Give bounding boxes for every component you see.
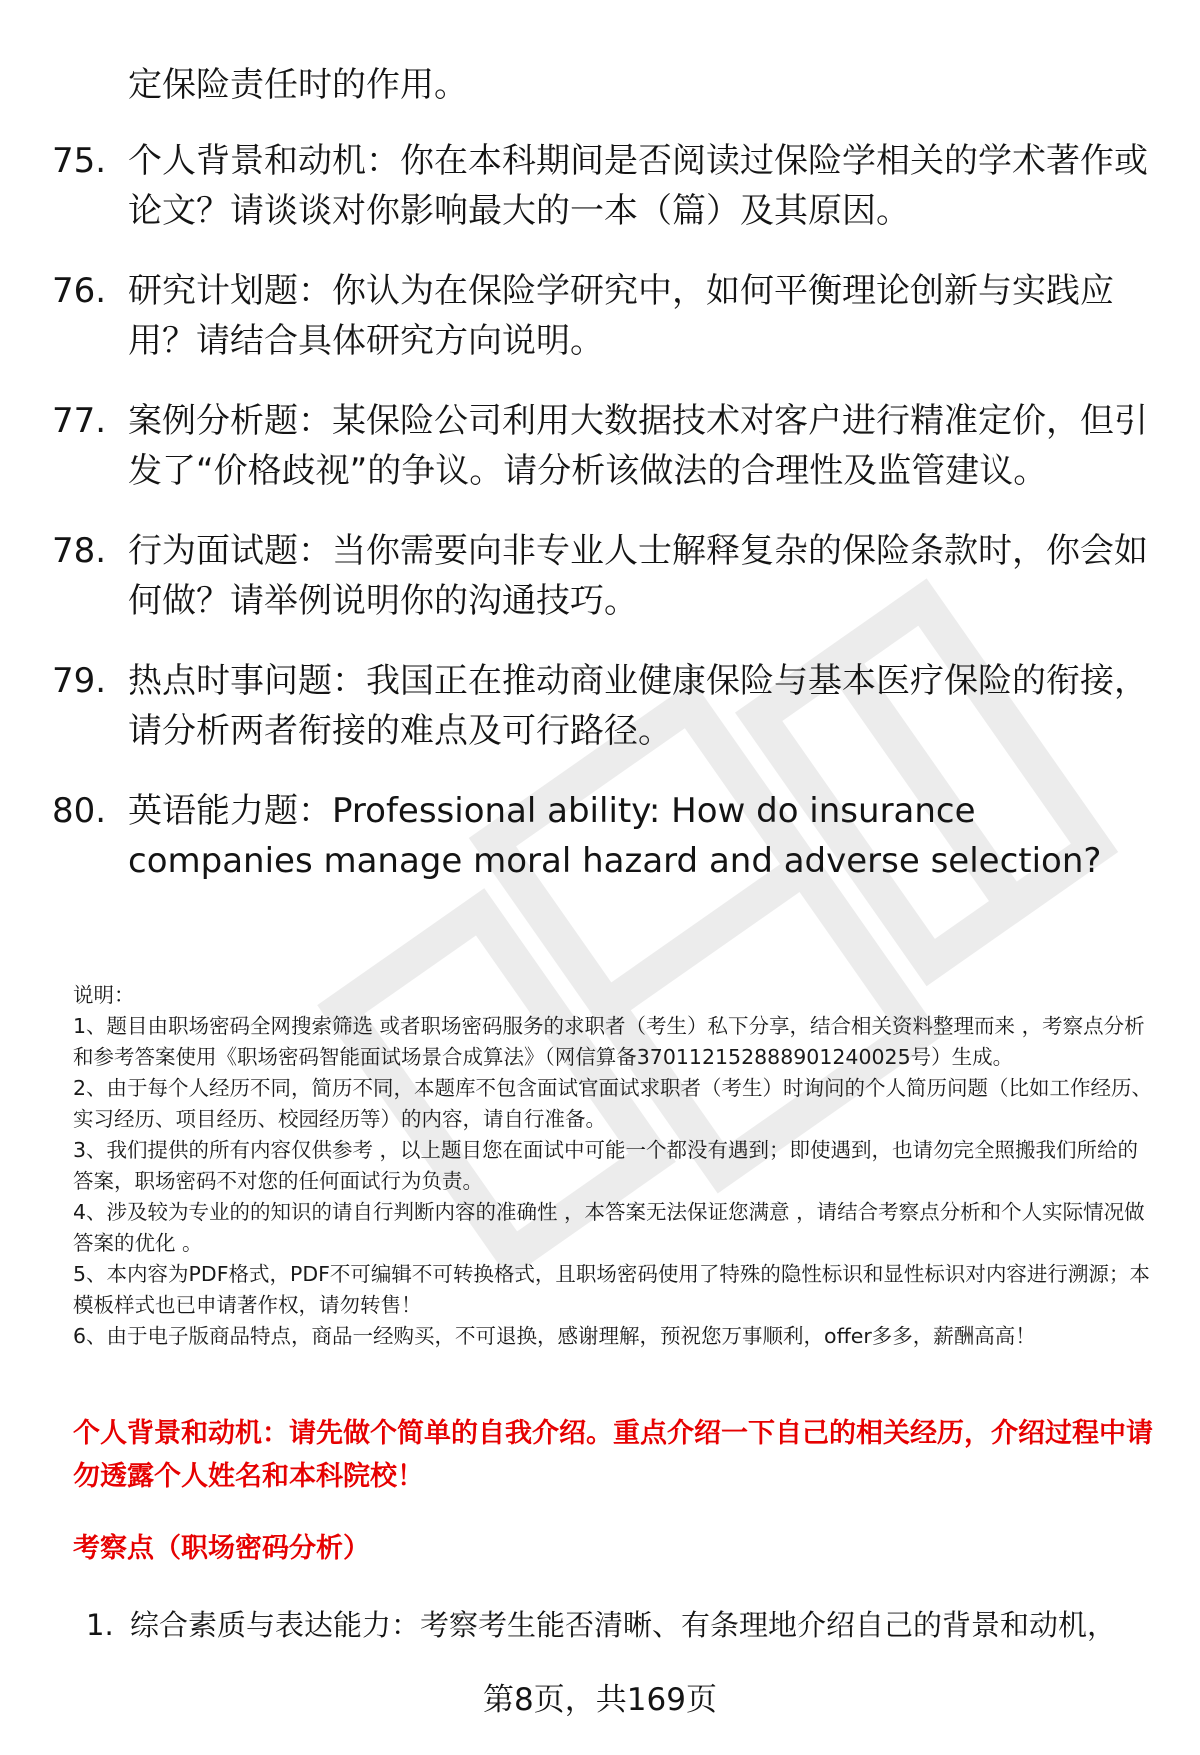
question-number: 79. bbox=[52, 661, 107, 701]
question-number: 75. bbox=[52, 141, 107, 181]
question-item bbox=[52, 396, 1152, 496]
question-number: 78. bbox=[52, 531, 107, 571]
note-item: 1、题目由职场密码全网搜索筛选 或者职场密码服务的求职者（考生）私下分享，结合相关资料整理而来 ，考察点分析和参考答案使用《职场密码智能面试场景合成算法》（网信算备370112152888901240025号）生成。 bbox=[73, 1014, 1145, 1069]
analysis-item bbox=[86, 1603, 1166, 1647]
note-item: 5、本内容为PDF格式，PDF不可编辑不可转换格式，且职场密码使用了特殊的隐性标识和显性标识对内容进行溯源；本模板样式也已申请著作权，请勿转售！ bbox=[73, 1262, 1150, 1317]
analysis-text: 综合素质与表达能力：考察考生能否清晰、有条理地介绍自己的背景和动机， bbox=[130, 1608, 1117, 1642]
question-item bbox=[52, 526, 1152, 626]
question-number: 76. bbox=[52, 271, 107, 311]
analysis-heading: 考察点（职场密码分析） bbox=[73, 1533, 370, 1564]
continued-question-text: 定保险责任时的作用。 bbox=[128, 65, 468, 105]
note-item: 4、涉及较为专业的的知识的请自行判断内容的准确性 ，本答案无法保证您满意 ，请结合考察点分析和个人实际情况做答案的优化 。 bbox=[73, 1200, 1145, 1255]
question-text: 个人背景和动机：你在本科期间是否阅读过保险学相关的学术著作或论文？请谈谈对你影响最大的一本（篇）及其原因。 bbox=[128, 141, 1148, 231]
question-text: 研究计划题：你认为在保险学研究中，如何平衡理论创新与实践应用？请结合具体研究方向说明。 bbox=[128, 271, 1114, 361]
page-number: 第8页，共169页 bbox=[483, 1682, 717, 1718]
notes-section bbox=[73, 980, 1153, 1352]
question-text: 英语能力题：Professional ability: How do insurance companies manage moral hazard and adverse selection? bbox=[128, 791, 1102, 881]
question-item bbox=[52, 786, 1152, 886]
question-number: 77. bbox=[52, 401, 107, 441]
question-list bbox=[52, 136, 1152, 916]
question-text: 案例分析题：某保险公司利用大数据技术对客户进行精准定价，但引发了“价格歧视”的争议。请分析该做法的合理性及监管建议。 bbox=[128, 401, 1148, 491]
highlighted-question: 个人背景和动机：请先做个简单的自我介绍。重点介绍一下自己的相关经历，介绍过程中请勿透露个人姓名和本科院校！ bbox=[73, 1418, 1153, 1492]
analysis-number: 1. bbox=[86, 1608, 114, 1642]
note-item: 2、由于每个人经历不同，简历不同，本题库不包含面试官面试求职者（考生）时询问的个人简历问题（比如工作经历、实习经历、项目经历、校园经历等）的内容，请自行准备。 bbox=[73, 1076, 1153, 1131]
question-text: 热点时事问题：我国正在推动商业健康保险与基本医疗保险的衔接，请分析两者衔接的难点及可行路径。 bbox=[128, 661, 1148, 751]
question-number: 80. bbox=[52, 791, 107, 831]
notes-title: 说明： bbox=[73, 983, 135, 1007]
note-item: 6、由于电子版商品特点，商品一经购买，不可退换，感谢理解，预祝您万事顺利，offer多多，薪酬高高！ bbox=[73, 1324, 1036, 1348]
question-item bbox=[52, 656, 1152, 756]
note-item: 3、我们提供的所有内容仅供参考 ，以上题目您在面试中可能一个都没有遇到；即使遇到，也请勿完全照搬我们所给的答案，职场密码不对您的任何面试行为负责。 bbox=[73, 1138, 1139, 1193]
question-item bbox=[52, 136, 1152, 236]
question-item bbox=[52, 266, 1152, 366]
question-text: 行为面试题：当你需要向非专业人士解释复杂的保险条款时，你会如何做？请举例说明你的沟通技巧。 bbox=[128, 531, 1148, 621]
